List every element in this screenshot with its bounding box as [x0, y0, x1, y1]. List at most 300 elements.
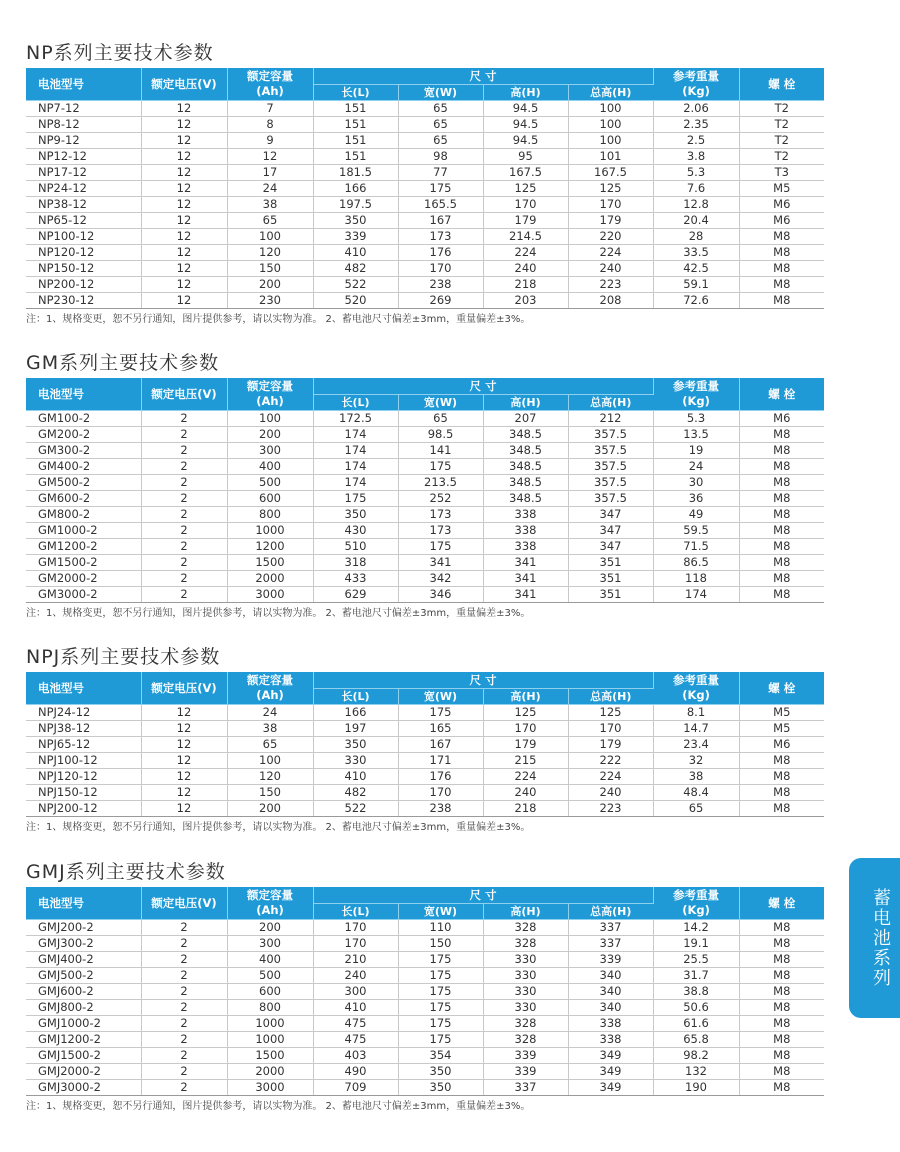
header-bolt: 螺 栓: [739, 672, 824, 705]
table-cell: M8: [739, 785, 824, 801]
table-cell: NP17-12: [26, 165, 141, 181]
table-cell: 197: [313, 721, 398, 737]
table-cell: 48.4: [653, 785, 739, 801]
table-cell: 151: [313, 149, 398, 165]
table-cell: 330: [483, 952, 568, 968]
table-cell: 59.5: [653, 523, 739, 539]
table-cell: 100: [227, 411, 313, 427]
table-row: [26, 587, 824, 603]
table-cell: 12: [141, 261, 227, 277]
table-cell: NP8-12: [26, 117, 141, 133]
header-capacity: 额定容量 (Ah): [227, 887, 313, 920]
section-title: GM系列主要技术参数: [26, 352, 220, 374]
table-cell: 200: [227, 801, 313, 817]
table-cell: NPJ38-12: [26, 721, 141, 737]
table-cell: M8: [739, 1032, 824, 1048]
table-cell: 490: [313, 1064, 398, 1080]
table-cell: M8: [739, 984, 824, 1000]
table-cell: 94.5: [483, 133, 568, 149]
table-cell: 2: [141, 507, 227, 523]
table-row: [26, 721, 824, 737]
table-cell: 2.06: [653, 101, 739, 117]
table-cell: 403: [313, 1048, 398, 1064]
table-cell: M6: [739, 213, 824, 229]
table-cell: 350: [313, 737, 398, 753]
table-cell: 2: [141, 491, 227, 507]
table-row: [26, 149, 824, 165]
table-cell: GM1000-2: [26, 523, 141, 539]
spec-section: [26, 857, 824, 1115]
table-cell: 31.7: [653, 968, 739, 984]
table-cell: 338: [483, 523, 568, 539]
table-cell: 50.6: [653, 1000, 739, 1016]
table-cell: 330: [483, 984, 568, 1000]
table-cell: M8: [739, 1080, 824, 1096]
header-model: 电池型号: [26, 887, 141, 920]
table-cell: 9: [227, 133, 313, 149]
table-cell: 340: [568, 1000, 653, 1016]
table-cell: 151: [313, 101, 398, 117]
table-cell: M8: [739, 801, 824, 817]
table-row: [26, 936, 824, 952]
table-cell: 220: [568, 229, 653, 245]
table-cell: 349: [568, 1080, 653, 1096]
table-cell: 341: [483, 587, 568, 603]
table-cell: 12: [141, 165, 227, 181]
table-cell: 2: [141, 475, 227, 491]
table-cell: M8: [739, 523, 824, 539]
table-cell: 100: [227, 753, 313, 769]
table-cell: 100: [568, 133, 653, 149]
table-cell: M8: [739, 491, 824, 507]
table-cell: 176: [398, 769, 483, 785]
table-cell: 175: [398, 181, 483, 197]
table-cell: 100: [568, 117, 653, 133]
table-row: [26, 427, 824, 443]
table-row: [26, 539, 824, 555]
table-cell: M8: [739, 277, 824, 293]
table-cell: 173: [398, 229, 483, 245]
table-cell: 175: [398, 952, 483, 968]
table-cell: 2: [141, 1080, 227, 1096]
table-cell: NPJ120-12: [26, 769, 141, 785]
table-cell: NP200-12: [26, 277, 141, 293]
table-cell: 224: [568, 245, 653, 261]
table-cell: 165.5: [398, 197, 483, 213]
table-row: [26, 213, 824, 229]
table-cell: 7.6: [653, 181, 739, 197]
table-cell: 357.5: [568, 443, 653, 459]
table-cell: 410: [313, 769, 398, 785]
header-total-height: 总高(H): [568, 395, 653, 411]
table-cell: 38.8: [653, 984, 739, 1000]
table-cell: 522: [313, 801, 398, 817]
table-cell: M8: [739, 427, 824, 443]
table-cell: 1000: [227, 1016, 313, 1032]
header-width: 宽(W): [398, 85, 483, 101]
table-cell: 5.3: [653, 411, 739, 427]
table-cell: 2: [141, 936, 227, 952]
header-weight: 参考重量 (Kg): [653, 887, 739, 920]
table-cell: 348.5: [483, 443, 568, 459]
table-cell: 475: [313, 1032, 398, 1048]
header-voltage: 额定电压(V): [141, 672, 227, 705]
table-cell: 86.5: [653, 555, 739, 571]
table-cell: 475: [313, 1016, 398, 1032]
table-cell: 32: [653, 753, 739, 769]
header-model: 电池型号: [26, 68, 141, 101]
table-cell: 175: [398, 539, 483, 555]
table-cell: 141: [398, 443, 483, 459]
table-cell: 3.8: [653, 149, 739, 165]
table-cell: 12: [141, 149, 227, 165]
table-row: [26, 801, 824, 817]
table-cell: M8: [739, 769, 824, 785]
table-cell: T2: [739, 101, 824, 117]
table-row: [26, 117, 824, 133]
table-cell: 348.5: [483, 427, 568, 443]
table-cell: 167: [398, 737, 483, 753]
footnote: 注：1、规格变更，恕不另行通知，图片提供参考，请以实物为准。 2、蓄电池尺寸偏差±3mm，重量偏差±3%。: [26, 608, 531, 619]
table-cell: 500: [227, 968, 313, 984]
table-cell: M8: [739, 1064, 824, 1080]
section-title: GMJ系列主要技术参数: [26, 861, 226, 883]
table-cell: M6: [739, 197, 824, 213]
table-cell: 347: [568, 507, 653, 523]
table-row: [26, 555, 824, 571]
table-cell: T2: [739, 117, 824, 133]
table-row: [26, 571, 824, 587]
table-cell: GMJ200-2: [26, 920, 141, 936]
table-cell: NP38-12: [26, 197, 141, 213]
header-length: 长(L): [313, 85, 398, 101]
header-capacity: 额定容量 (Ah): [227, 378, 313, 411]
table-cell: 179: [483, 213, 568, 229]
spec-table: [26, 68, 824, 309]
table-row: [26, 737, 824, 753]
table-cell: M8: [739, 475, 824, 491]
table-cell: 2: [141, 411, 227, 427]
table-cell: NP230-12: [26, 293, 141, 309]
spec-section: [26, 38, 824, 328]
table-cell: M8: [739, 920, 824, 936]
table-cell: 357.5: [568, 491, 653, 507]
table-cell: GM200-2: [26, 427, 141, 443]
header-voltage: 额定电压(V): [141, 887, 227, 920]
table-cell: 482: [313, 261, 398, 277]
table-row: [26, 1000, 824, 1016]
table-cell: M8: [739, 507, 824, 523]
table-cell: 349: [568, 1064, 653, 1080]
table-cell: 12: [141, 229, 227, 245]
header-voltage: 额定电压(V): [141, 378, 227, 411]
table-cell: 110: [398, 920, 483, 936]
table-cell: 238: [398, 801, 483, 817]
table-cell: M8: [739, 952, 824, 968]
header-dimensions: 尺 寸: [313, 887, 653, 904]
table-cell: 59.1: [653, 277, 739, 293]
table-cell: 337: [568, 920, 653, 936]
table-cell: GMJ800-2: [26, 1000, 141, 1016]
table-cell: 13.5: [653, 427, 739, 443]
table-cell: M8: [739, 539, 824, 555]
header-width: 宽(W): [398, 689, 483, 705]
table-cell: M5: [739, 721, 824, 737]
table-cell: M8: [739, 459, 824, 475]
table-cell: 20.4: [653, 213, 739, 229]
table-cell: 629: [313, 587, 398, 603]
header-dimensions: 尺 寸: [313, 68, 653, 85]
table-cell: 170: [398, 785, 483, 801]
table-cell: NPJ65-12: [26, 737, 141, 753]
table-cell: 3000: [227, 587, 313, 603]
table-row: [26, 277, 824, 293]
table-cell: NP7-12: [26, 101, 141, 117]
table-cell: 101: [568, 149, 653, 165]
table-cell: 300: [227, 443, 313, 459]
table-cell: 2: [141, 427, 227, 443]
header-total-height: 总高(H): [568, 85, 653, 101]
table-cell: 30: [653, 475, 739, 491]
table-cell: M8: [739, 753, 824, 769]
footnote: 注：1、规格变更，恕不另行通知，图片提供参考，请以实物为准。 2、蓄电池尺寸偏差±3mm，重量偏差±3%。: [26, 1101, 531, 1112]
header-length: 长(L): [313, 395, 398, 411]
header-dimensions: 尺 寸: [313, 378, 653, 395]
table-cell: NP150-12: [26, 261, 141, 277]
spec-table: [26, 887, 824, 1096]
table-cell: 214.5: [483, 229, 568, 245]
header-weight: 参考重量 (Kg): [653, 378, 739, 411]
table-cell: GMJ500-2: [26, 968, 141, 984]
table-row: [26, 165, 824, 181]
table-cell: GMJ3000-2: [26, 1080, 141, 1096]
header-capacity: 额定容量 (Ah): [227, 68, 313, 101]
table-cell: 215: [483, 753, 568, 769]
table-cell: 330: [483, 968, 568, 984]
table-cell: 12: [141, 181, 227, 197]
header-model: 电池型号: [26, 378, 141, 411]
table-cell: 38: [227, 721, 313, 737]
header-weight: 参考重量 (Kg): [653, 672, 739, 705]
table-cell: 2000: [227, 571, 313, 587]
table-cell: 175: [313, 491, 398, 507]
table-cell: 328: [483, 920, 568, 936]
header-bolt: 螺 栓: [739, 378, 824, 411]
table-cell: 174: [653, 587, 739, 603]
table-cell: 200: [227, 920, 313, 936]
table-cell: 165: [398, 721, 483, 737]
section-title: NP系列主要技术参数: [26, 42, 214, 64]
table-cell: GM1500-2: [26, 555, 141, 571]
table-cell: 240: [313, 968, 398, 984]
table-cell: GMJ1200-2: [26, 1032, 141, 1048]
table-cell: 181.5: [313, 165, 398, 181]
header-height: 高(H): [483, 395, 568, 411]
table-cell: 433: [313, 571, 398, 587]
table-cell: 2.35: [653, 117, 739, 133]
table-cell: 2: [141, 1048, 227, 1064]
table-cell: 341: [398, 555, 483, 571]
table-cell: 1000: [227, 523, 313, 539]
table-cell: 175: [398, 968, 483, 984]
table-cell: 218: [483, 277, 568, 293]
table-cell: GM100-2: [26, 411, 141, 427]
table-row: [26, 475, 824, 491]
table-cell: 19.1: [653, 936, 739, 952]
table-cell: 98.2: [653, 1048, 739, 1064]
table-row: [26, 1016, 824, 1032]
table-cell: 350: [313, 507, 398, 523]
table-cell: 357.5: [568, 459, 653, 475]
table-cell: 223: [568, 801, 653, 817]
table-cell: M8: [739, 443, 824, 459]
table-cell: 12: [141, 117, 227, 133]
table-cell: M8: [739, 1016, 824, 1032]
table-cell: 170: [313, 936, 398, 952]
table-cell: 2: [141, 443, 227, 459]
table-cell: 338: [568, 1032, 653, 1048]
table-cell: 72.6: [653, 293, 739, 309]
table-cell: 167: [398, 213, 483, 229]
table-cell: 500: [227, 475, 313, 491]
table-cell: 2: [141, 587, 227, 603]
table-cell: 170: [313, 920, 398, 936]
header-height: 高(H): [483, 85, 568, 101]
table-cell: 230: [227, 293, 313, 309]
header-length: 长(L): [313, 904, 398, 920]
table-cell: 170: [568, 721, 653, 737]
table-cell: 175: [398, 984, 483, 1000]
table-cell: 410: [313, 1000, 398, 1016]
table-cell: 1500: [227, 1048, 313, 1064]
table-cell: 120: [227, 769, 313, 785]
table-cell: 100: [568, 101, 653, 117]
table-cell: 240: [568, 261, 653, 277]
table-row: [26, 293, 824, 309]
table-cell: NP100-12: [26, 229, 141, 245]
table-row: [26, 952, 824, 968]
table-cell: T3: [739, 165, 824, 181]
table-row: [26, 705, 824, 721]
table-cell: 510: [313, 539, 398, 555]
table-cell: 150: [398, 936, 483, 952]
table-cell: 71.5: [653, 539, 739, 555]
table-cell: M5: [739, 181, 824, 197]
table-cell: GMJ1500-2: [26, 1048, 141, 1064]
table-cell: 12: [141, 785, 227, 801]
table-cell: 410: [313, 245, 398, 261]
table-cell: 224: [483, 245, 568, 261]
table-cell: 12: [141, 769, 227, 785]
table-cell: 179: [568, 737, 653, 753]
table-row: [26, 229, 824, 245]
table-cell: 3000: [227, 1080, 313, 1096]
table-cell: 125: [483, 181, 568, 197]
table-cell: M6: [739, 411, 824, 427]
table-cell: 350: [398, 1080, 483, 1096]
header-width: 宽(W): [398, 904, 483, 920]
table-cell: 347: [568, 523, 653, 539]
table-row: [26, 101, 824, 117]
table-cell: 65: [398, 101, 483, 117]
table-cell: 5.3: [653, 165, 739, 181]
table-cell: 2: [141, 1032, 227, 1048]
table-cell: 132: [653, 1064, 739, 1080]
table-cell: 2: [141, 1064, 227, 1080]
table-cell: GM400-2: [26, 459, 141, 475]
table-cell: 14.7: [653, 721, 739, 737]
table-cell: 12: [141, 245, 227, 261]
table-cell: M8: [739, 261, 824, 277]
header-total-height: 总高(H): [568, 689, 653, 705]
table-cell: 357.5: [568, 475, 653, 491]
table-cell: 240: [483, 261, 568, 277]
table-cell: 65.8: [653, 1032, 739, 1048]
table-cell: 61.6: [653, 1016, 739, 1032]
table-cell: 2: [141, 1016, 227, 1032]
table-cell: 354: [398, 1048, 483, 1064]
table-cell: 348.5: [483, 491, 568, 507]
table-cell: NPJ150-12: [26, 785, 141, 801]
table-cell: T2: [739, 149, 824, 165]
table-cell: 2: [141, 459, 227, 475]
table-cell: 12: [141, 197, 227, 213]
table-cell: 212: [568, 411, 653, 427]
footnote: 注：1、规格变更，恕不另行通知，图片提供参考，请以实物为准。 2、蓄电池尺寸偏差±3mm，重量偏差±3%。: [26, 822, 531, 833]
table-cell: 65: [398, 411, 483, 427]
table-cell: NP120-12: [26, 245, 141, 261]
table-cell: 328: [483, 1016, 568, 1032]
table-cell: M8: [739, 936, 824, 952]
table-cell: 224: [483, 769, 568, 785]
table-cell: 174: [313, 427, 398, 443]
table-cell: 94.5: [483, 101, 568, 117]
table-cell: 14.2: [653, 920, 739, 936]
table-cell: 190: [653, 1080, 739, 1096]
table-row: [26, 984, 824, 1000]
table-row: [26, 411, 824, 427]
table-cell: 351: [568, 555, 653, 571]
table-cell: 430: [313, 523, 398, 539]
table-cell: 340: [568, 984, 653, 1000]
table-cell: 350: [313, 213, 398, 229]
table-cell: 65: [398, 117, 483, 133]
table-cell: 342: [398, 571, 483, 587]
table-cell: 179: [483, 737, 568, 753]
table-cell: 2: [141, 952, 227, 968]
table-row: [26, 261, 824, 277]
table-cell: 2: [141, 555, 227, 571]
table-cell: 337: [568, 936, 653, 952]
table-row: [26, 443, 824, 459]
table-cell: 171: [398, 753, 483, 769]
table-cell: 1000: [227, 1032, 313, 1048]
table-cell: 125: [568, 181, 653, 197]
table-cell: GM2000-2: [26, 571, 141, 587]
table-cell: 170: [483, 197, 568, 213]
table-cell: 174: [313, 475, 398, 491]
table-cell: GM500-2: [26, 475, 141, 491]
spec-table: [26, 378, 824, 603]
table-cell: 351: [568, 571, 653, 587]
table-cell: 200: [227, 427, 313, 443]
table-cell: 347: [568, 539, 653, 555]
table-cell: 38: [653, 769, 739, 785]
table-row: [26, 968, 824, 984]
table-cell: 338: [483, 539, 568, 555]
table-cell: 151: [313, 117, 398, 133]
section-title: NPJ系列主要技术参数: [26, 646, 221, 668]
